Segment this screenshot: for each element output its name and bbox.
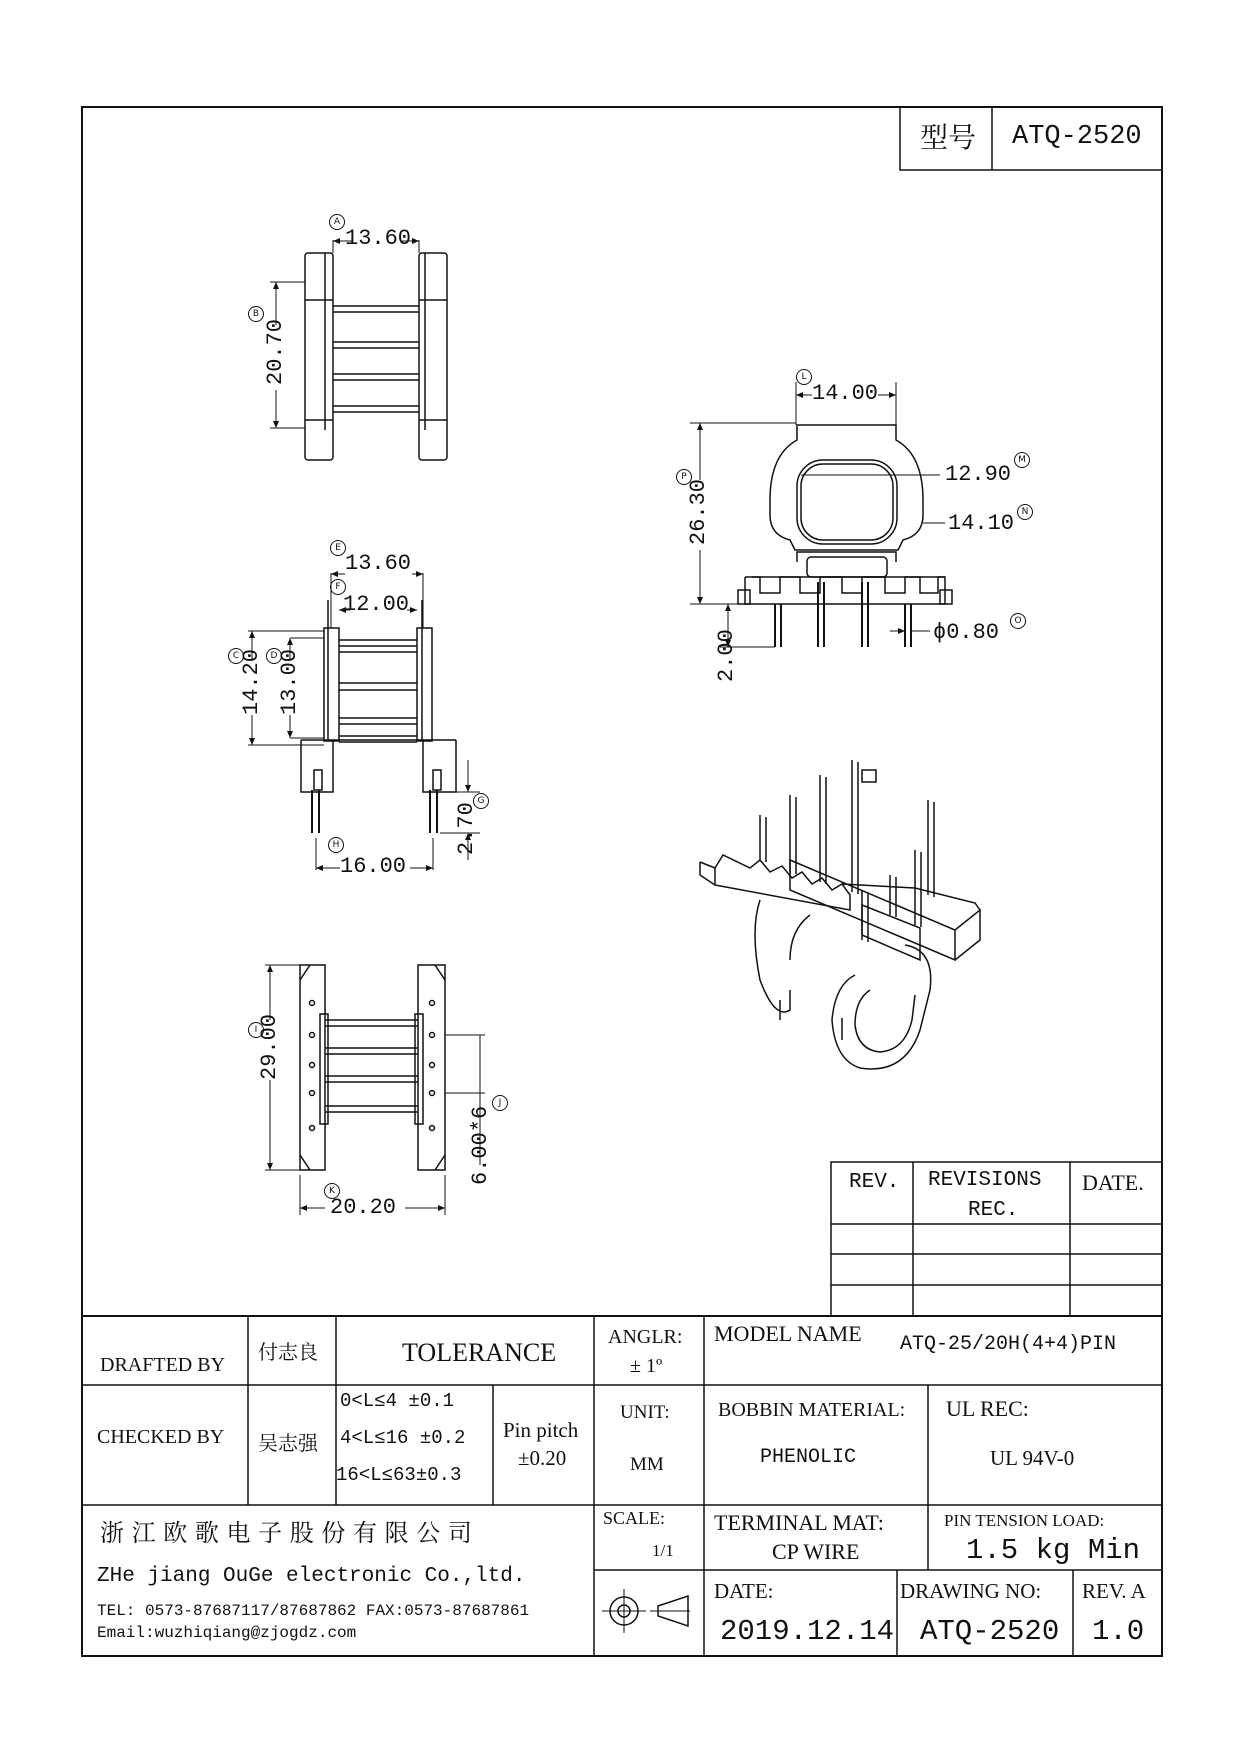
bobbin-material-value: PHENOLIC — [760, 1446, 857, 1469]
company-cn: 浙 江 欧 歌 电 子 股 份 有 限 公 司 — [100, 1519, 472, 1547]
scale-value: 1/1 — [652, 1541, 674, 1560]
dim-front-h-outer: 14.20 — [239, 648, 264, 715]
date-value: 2019.12.14 — [720, 1615, 895, 1648]
terminal-mat-value: CP WIRE — [772, 1539, 860, 1564]
unit-label: UNIT: — [620, 1402, 670, 1423]
bubble-b: B — [248, 306, 264, 322]
isometric-view — [700, 760, 980, 1069]
bottom-view — [265, 965, 485, 1215]
company-en: ZHe jiang OuGe electronic Co.,ltd. — [97, 1565, 526, 1588]
bubble-l: L — [796, 369, 812, 385]
side-view — [686, 382, 952, 647]
model-value: ATQ-2520 — [1012, 122, 1142, 152]
bubble-i: I — [248, 1022, 264, 1038]
bubble-n: N — [1017, 504, 1033, 520]
contact-line: TEL: 0573-87687117/87687862 FAX:0573-87687861 — [97, 1602, 530, 1620]
dim-front-pin-span: 16.00 — [340, 854, 407, 879]
dim-side-height: 26.30 — [686, 478, 711, 545]
dim-bottom-width: 20.20 — [330, 1195, 397, 1220]
checked-by-label: CHECKED BY — [97, 1426, 225, 1448]
rev-label: REV. A — [1082, 1579, 1146, 1603]
bubble-k: K — [324, 1183, 340, 1199]
tolerance-row-1: 0<L≤4 ±0.1 — [340, 1390, 455, 1412]
pin-tension-value: 1.5 kg Min — [966, 1534, 1141, 1567]
dim-side-pin-dia: ϕ0.80 — [933, 620, 1000, 645]
pin-tension-label: PIN TENSION LOAD: — [944, 1511, 1105, 1530]
dim-side-hole-outer: 14.10 — [948, 511, 1015, 536]
bubble-e: E — [330, 540, 346, 556]
scale-label: SCALE: — [603, 1508, 666, 1528]
rev-value: 1.0 — [1092, 1615, 1145, 1648]
dim-bottom-length: 29.00 — [257, 1013, 282, 1080]
rev-col-rec: REC. — [968, 1199, 1019, 1222]
drafted-by-label: DRAFTED BY — [100, 1354, 226, 1376]
tolerance-row-3: 16<L≤63±0.3 — [336, 1464, 462, 1486]
pin-pitch-value: ±0.20 — [518, 1446, 567, 1470]
bubble-m: M — [1014, 452, 1030, 468]
dim-top-height: 20.70 — [263, 318, 288, 385]
bubble-a: A — [329, 214, 345, 230]
drawing-no-label: DRAWING NO: — [900, 1579, 1042, 1603]
dim-front-h-inner: 13.00 — [277, 648, 302, 715]
dim-side-pin-len: 2.00 — [714, 629, 739, 682]
bubble-o: O — [1010, 613, 1026, 629]
pin-pitch-label: Pin pitch — [503, 1418, 579, 1442]
rev-col-revisions: REVISIONS — [928, 1169, 1042, 1192]
bubble-p: P — [676, 469, 692, 485]
bubble-c: C — [228, 648, 244, 664]
drafted-by-name: 付志良 — [258, 1340, 318, 1364]
rev-col-rev: REV. — [849, 1171, 900, 1194]
dim-side-w-top: 14.00 — [812, 381, 879, 406]
dim-front-w-inner: 12.00 — [343, 592, 410, 617]
model-label: 型号 — [920, 121, 977, 154]
dim-bottom-pitch: 6.00*6 — [468, 1105, 493, 1185]
dim-front-w-outer: 13.60 — [345, 551, 412, 576]
bubble-d: D — [266, 648, 282, 664]
bobbin-material-label: BOBBIN MATERIAL: — [718, 1399, 906, 1421]
front-view — [248, 573, 480, 870]
bubble-g: G — [473, 793, 489, 809]
dim-top-width: 13.60 — [345, 226, 412, 251]
unit-value: MM — [630, 1454, 664, 1475]
top-view — [270, 240, 447, 460]
bubble-j: J — [492, 1095, 508, 1111]
bubble-f: F — [330, 579, 346, 595]
drawing-no-value: ATQ-2520 — [920, 1615, 1060, 1648]
terminal-mat-label: TERMINAL MAT: — [714, 1510, 884, 1535]
ul-rec-label: UL REC: — [946, 1396, 1029, 1421]
model-name-label: MODEL NAME — [714, 1321, 862, 1346]
ul-rec-value: UL 94V-0 — [990, 1446, 1075, 1470]
date-label: DATE: — [714, 1579, 774, 1603]
model-name-value: ATQ-25/20H(4+4)PIN — [900, 1333, 1117, 1356]
tolerance-label: TOLERANCE — [402, 1338, 557, 1367]
angle-label: ANGLR: — [608, 1326, 683, 1348]
tolerance-row-2: 4<L≤16 ±0.2 — [340, 1427, 466, 1449]
rev-col-date: DATE. — [1082, 1170, 1144, 1195]
bubble-h: H — [328, 837, 344, 853]
checked-by-name: 吴志强 — [258, 1431, 318, 1455]
email-line: Email:wuzhiqiang@zjogdz.com — [97, 1624, 357, 1642]
angle-value: ± 1º — [630, 1355, 663, 1377]
dim-front-pin-len: 2.70 — [454, 802, 479, 855]
dim-side-hole-inner: 12.90 — [945, 462, 1012, 487]
